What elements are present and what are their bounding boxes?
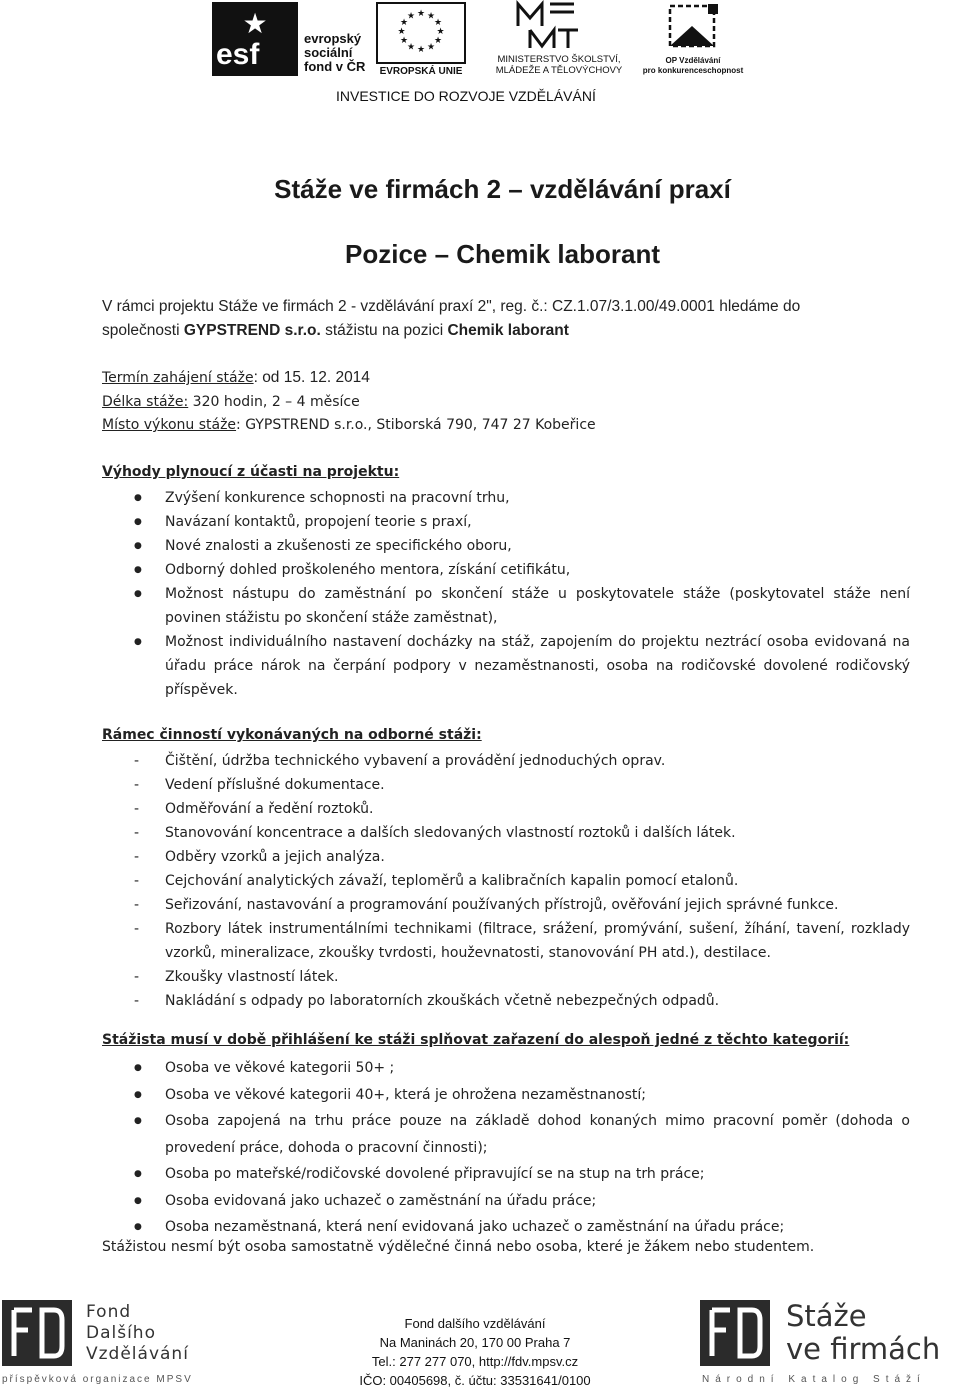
- page-title: Stáže ve firmách 2 – vzdělávání praxí: [274, 174, 731, 204]
- intro-prefix: společnosti: [102, 322, 184, 339]
- msmt-logo: [474, 0, 644, 80]
- intro-line-1: V rámci projektu Stáže ve firmách 2 - vzdělávání praxí 2", reg. č.: CZ.1.07/3.1.00/49.0001 hledáme do: [102, 298, 801, 315]
- benefits-heading: Výhody plynoucí z účasti na projektu:: [102, 464, 400, 480]
- esf-line: fond v ČR: [304, 59, 366, 74]
- position-title: Pozice – Chemik laborant: [345, 239, 660, 269]
- activities-heading: Rámec činností vykonávaných na odborné stáži:: [102, 727, 482, 743]
- svg-text:★: ★: [433, 18, 443, 28]
- svg-text:★: ★: [433, 36, 443, 46]
- eu-logo: [376, 2, 466, 78]
- sv-mark-icon: [700, 1300, 770, 1366]
- list-item: ● Osoba evidovaná jako uchazeč o zaměstnání na úřadu práce;: [102, 1188, 910, 1215]
- fdv-text: [86, 1302, 189, 1365]
- benefits-list: [102, 486, 910, 702]
- eligibility-heading: Stážista musí v době přihlášení ke stáži splňovat zařazení do alespoň jedné z těchto kategorií:: [102, 1032, 850, 1048]
- esf-line: evropský: [304, 31, 362, 46]
- esf-line: sociální: [304, 45, 353, 60]
- fdv-line: Vzdělávání: [86, 1344, 189, 1364]
- address-line: Fond dalšího vzdělávání: [404, 1316, 546, 1331]
- sv-text: [786, 1300, 940, 1366]
- msmt-line: MLÁDEŽE A TĚLOVÝCHOVY: [495, 65, 623, 76]
- detail-place: [102, 416, 596, 434]
- svg-text:★: ★: [416, 9, 426, 19]
- footer-address: [300, 1314, 650, 1390]
- esf-logo: [212, 2, 372, 78]
- fdv-line: Fond: [86, 1302, 132, 1322]
- svg-text:★: ★: [416, 45, 426, 55]
- company-name: GYPSTREND s.r.o.: [183, 322, 321, 339]
- detail-start: [102, 369, 370, 387]
- op-line: OP Vzdělávání: [665, 56, 721, 65]
- length-value: 320 hodin, 2 – 4 měsíce: [188, 394, 360, 410]
- esf-text: [304, 32, 365, 74]
- detail-length: [102, 393, 360, 411]
- svg-text:★: ★: [397, 27, 406, 37]
- address-line: Tel.: 277 277 070, http://fdv.mpsv.cz: [371, 1354, 579, 1369]
- list-item: - Odběry vzorků a jejich analýza.: [102, 845, 910, 869]
- fdv-tagline: příspěvková organizace MPSV: [2, 1374, 193, 1385]
- list-item: ● Navázaní kontaktů, propojení teorie s praxí,: [102, 510, 910, 534]
- eu-label: EVROPSKÁ UNIE: [379, 66, 463, 77]
- eligibility-note: Stážistou nesmí být osoba samostatně výdělečné činná nebo osoba, které je žákem nebo studentem.: [102, 1239, 815, 1255]
- list-item: ● Osoba po mateřské/rodičovské dovolené připravující se na stup na trh práce;: [102, 1161, 910, 1188]
- svg-text:★: ★: [436, 27, 445, 37]
- list-item: - Cejchování analytických závaží, teploměrů a kalibračních kapalin pomocí etalonů.: [102, 869, 910, 893]
- list-item: - Nakládání s odpady po laboratorních zkouškách včetně nebezpečných odpadů.: [102, 989, 910, 1013]
- msmt-line: MINISTERSTVO ŠKOLSTVÍ,: [497, 54, 621, 65]
- sv-line: Stáže: [786, 1299, 867, 1333]
- sv-tagline: Národní Katalog Stáží: [702, 1374, 926, 1385]
- msmt-mark-icon: [512, 0, 580, 50]
- op-mark-icon: [664, 2, 720, 52]
- length-label: Délka stáže:: [102, 394, 189, 410]
- list-item: - Zkoušky vlastností látek.: [102, 965, 910, 989]
- list-item: ● Zvýšení konkurence schopnosti na pracovní trhu,: [102, 486, 910, 510]
- svg-text:★: ★: [399, 18, 409, 28]
- op-line: pro konkurenceschopnost: [642, 66, 744, 75]
- esf-letters: esf: [216, 38, 260, 71]
- list-item: - Odměřování a ředění roztoků.: [102, 797, 910, 821]
- eu-flag-icon: [376, 2, 466, 64]
- list-item: ● Možnost individuálního nastavení docházky na stáž, zapojením do projektu neztrácí osoba evidovaná na úřadu práce nárok na čerpání podpory v nezaměstnanosti, osoba na rodičovské dovolené rodičovský příspěvek.: [102, 630, 910, 702]
- list-item: ● Osoba ve věkové kategorii 50+ ;: [102, 1055, 910, 1082]
- fdv-logo: [0, 1300, 210, 1386]
- list-item: ● Osoba zapojená na trhu práce pouze na základě dohod konaných mimo pracovní poměr (dohoda o provedení práce, dohoda o pracovní činnosti);: [102, 1108, 910, 1161]
- header-motto: INVESTICE DO ROZVOJE VZDĚLÁVÁNÍ: [336, 88, 596, 104]
- op-text: [640, 56, 746, 76]
- svg-text:★: ★: [406, 42, 416, 53]
- list-item: - Vedení příslušné dokumentace.: [102, 773, 910, 797]
- svg-text:★: ★: [399, 36, 409, 46]
- list-item: ● Osoba ve věkové kategorii 40+, která je ohrožena nezaměstnaností;: [102, 1082, 910, 1109]
- svg-text:★: ★: [426, 11, 436, 22]
- place-value: : GYPSTREND s.r.o., Stiborská 790, 747 27 Kobeřice: [236, 417, 596, 433]
- op-logo: [640, 0, 746, 80]
- svg-text:★: ★: [406, 11, 416, 22]
- intro-line-2: [102, 322, 569, 340]
- address-line: IČO: 00405698, č. účtu: 33531641/0100: [359, 1373, 591, 1388]
- intro-mid: stážistu na pozici: [320, 322, 448, 339]
- list-item: - Seřizování, nastavování a programování používaných přístrojů, ověřování jejich správné funkce.: [102, 893, 910, 917]
- list-item: - Stanovování koncentrace a dalších sledovaných vlastností roztoků i dalších látek.: [102, 821, 910, 845]
- sv-line: ve firmách: [786, 1332, 941, 1366]
- star-icon: ★: [242, 7, 268, 40]
- list-item: - Čištění, údržba technického vybavení a provádění jednoduchých oprav.: [102, 749, 910, 773]
- list-item: ● Osoba nezaměstnaná, která není evidovaná jako uchazeč o zaměstnání na úřadu práce;: [102, 1214, 910, 1241]
- svg-text:★: ★: [426, 42, 436, 53]
- place-label: Místo výkonu stáže: [102, 417, 237, 433]
- address-line: Na Maninách 20, 170 00 Praha 7: [379, 1335, 571, 1350]
- activities-list: [102, 749, 910, 1013]
- footer: [0, 1290, 960, 1390]
- list-item: ● Nové znalosti a zkušenosti ze specifického oboru,: [102, 534, 910, 558]
- position-name: Chemik laborant: [447, 322, 569, 339]
- list-item: - Rozbory látek instrumentálními technikami (filtrace, srážení, promývání, sušení, žíhání, tavení, rozklady vzorků, mineralizace, zkoušky tvrdosti, houževnatosti, stanovování PH atd.), destilace.: [102, 917, 910, 965]
- fdv-mark-icon: [2, 1300, 72, 1366]
- header-logos: [0, 0, 960, 110]
- msmt-text: [474, 54, 644, 76]
- staze-ve-firmach-logo: [700, 1300, 960, 1388]
- eligibility-list: [102, 1055, 910, 1241]
- esf-mark: [212, 2, 298, 76]
- list-item: ● Odborný dohled proškoleného mentora, získání cetifikátu,: [102, 558, 910, 582]
- start-label: Termín zahájení stáže: [102, 370, 254, 386]
- start-value: : od 15. 12. 2014: [253, 369, 370, 386]
- list-item: ● Možnost nástupu do zaměstnání po skončení stáže u poskytovatele stáže (poskytovatel stáže není povinen stážistu po skončení stáže zaměstnat),: [102, 582, 910, 630]
- fdv-line: Dalšího: [86, 1323, 156, 1343]
